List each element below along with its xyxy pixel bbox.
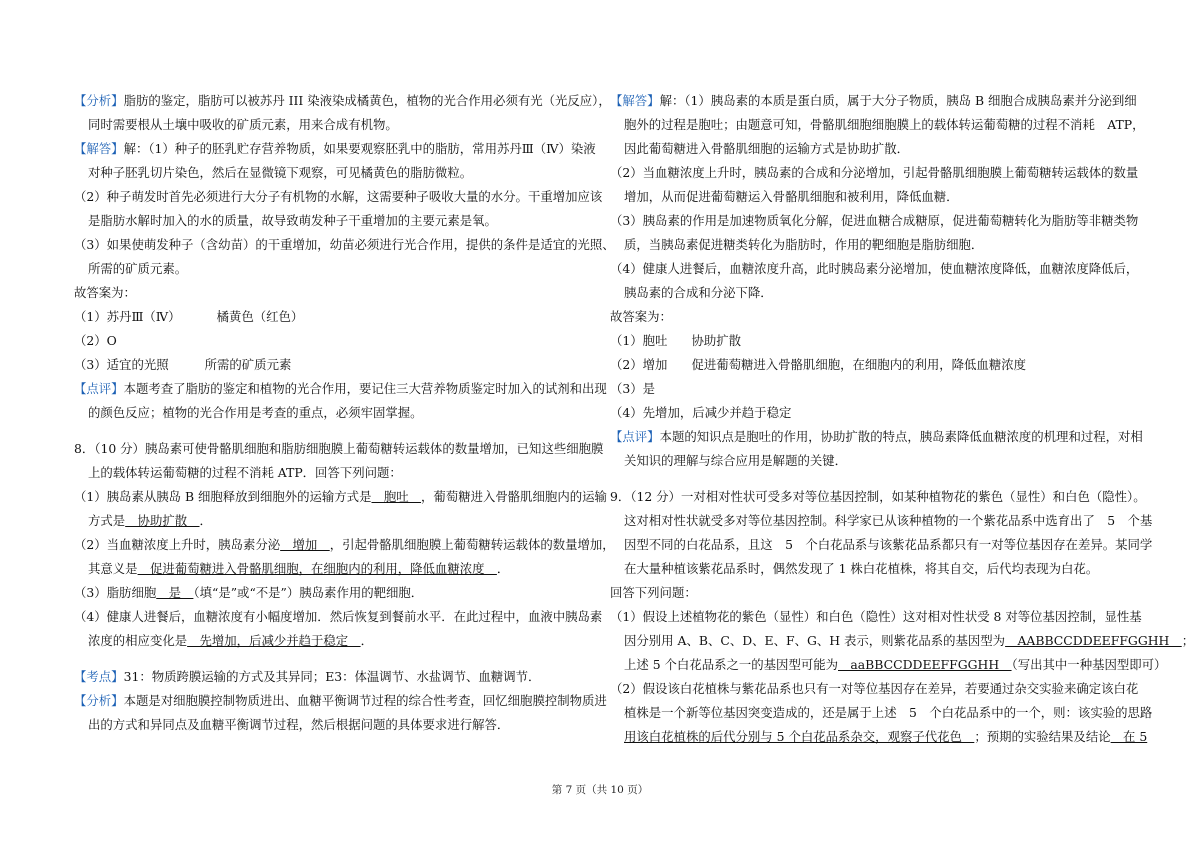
text-line: 的颜色反应；植物的光合作用是考查的重点，必须牢固掌握。	[88, 405, 423, 420]
analysis-tag: 【分析】	[74, 693, 124, 708]
answer-line: 【解答】解：（1）胰岛素的本质是蛋白质，属于大分子物质，胰岛 B 细胞合成胰岛素并分泌到细	[610, 93, 1137, 108]
text-line: （3）胰岛素的作用是加速物质氧化分解，促进血糖合成糖原，促进葡萄糖转化为脂肪等非糖类物	[610, 213, 1139, 228]
answer-row: （1）苏丹Ⅲ（Ⅳ） 橘黄色（红色）	[74, 309, 304, 324]
answer-line: 【解答】解：（1）种子的胚乳贮存营养物质，如果要观察胚乳中的脂肪，常用苏丹Ⅲ（Ⅳ）染液	[74, 141, 596, 156]
answer-tag: 【解答】	[74, 141, 124, 156]
question-8-part-2: （2）当血糖浓度上升时，胰岛素分泌 增加 ，引起骨骼肌细胞膜上葡萄糖转运载体的数量增加，	[74, 537, 615, 552]
question-8-title: 8．（10 分）胰岛素可使骨骼肌细胞和脂肪细胞膜上葡萄糖转运载体的数量增加，已知这些细胞膜	[74, 441, 604, 456]
review-line: 【点评】本题的知识点是胞吐的作用，协助扩散的特点，胰岛素降低血糖浓度的机理和过程，对相	[610, 429, 1143, 444]
text-line: 在大量种植该紫花品系时，偶然发现了 1 株白花植株，将其自交，后代均表现为白花。	[624, 561, 1099, 576]
text-line: 故答案为：	[74, 285, 136, 300]
question-8-part-3: （3）脂肪细胞 是 （填“是”或“不是”）胰岛素作用的靶细胞．	[74, 585, 424, 600]
text-line: （3）是	[610, 381, 656, 396]
text-line: 因型不同的白花品系，且这 5 个白花品系与该紫花品系都只有一对等位基因存在差异。某同学	[624, 537, 1153, 552]
text-line: （4）先增加，后减少并趋于稳定	[610, 405, 792, 420]
text-line: （3）如果使萌发种子（含幼苗）的干重增加，幼苗必须进行光合作用，提供的条件是适宜的光照、	[74, 237, 615, 252]
text-line: 其意义是 促进葡萄糖进入骨骼肌细胞，在细胞内的利用，降低血糖浓度 ．	[88, 561, 510, 576]
text-line: 因此葡萄糖进入骨骼肌细胞的运输方式是协助扩散．	[624, 141, 909, 156]
question-8-part-4: （4）健康人进餐后，血糖浓度有小幅度增加．然后恢复到餐前水平．在此过程中，血液中胰岛素	[74, 609, 603, 624]
text-line: 对种子胚乳切片染色，然后在显微镜下观察，可见橘黄色的脂肪微粒。	[88, 165, 473, 180]
right-column	[610, 89, 1195, 749]
text-line: 增加，从而促进葡萄糖运入骨骼肌细胞和被利用，降低血糖．	[624, 189, 959, 204]
question-9-part-1: （1）假设上述植物花的紫色（显性）和白色（隐性）这对相对性状受 8 对等位基因控制，显性基	[610, 609, 1142, 624]
text-line: 上的载体转运葡萄糖的过程不消耗 ATP．回答下列问题：	[88, 465, 402, 480]
text-line: 上述 5 个白花品系之一的基因型可能为 aaBBCCDDEEFFGGHH （写出其中一种基因型即可）	[624, 657, 1167, 672]
text-line: （2）当血糖浓度上升时，胰岛素的合成和分泌增加，引起骨骼肌细胞膜上葡萄糖转运载体的数量	[610, 165, 1139, 180]
text-line: 方式是 协助扩散 ．	[88, 513, 212, 528]
answer-row: （3）适宜的光照 所需的矿质元素	[74, 357, 292, 372]
text-line: 出的方式和异同点及血糖平衡调节过程，然后根据问题的具体要求进行解答．	[88, 717, 510, 732]
text-line: 胞外的过程是胞吐；由题意可知，骨骼肌细胞细胞膜上的载体转运葡萄糖的过程不消耗 ATP，	[624, 117, 1145, 132]
text-line: 回答下列问题：	[610, 585, 697, 600]
analysis-line: 【分析】脂肪的鉴定，脂肪可以被苏丹 III 染液染成橘黄色，植物的光合作用必须有光（光反应），	[74, 93, 611, 108]
text-line: 用该白花植株的后代分别与 5 个白花品系杂交，观察子代花色 ；预期的实验结果及结论 在 5	[624, 729, 1148, 744]
page-footer: 第 7 页（共 10 页）	[551, 784, 649, 796]
review-line: 【点评】本题考查了脂肪的鉴定和植物的光合作用，要记住三大营养物质鉴定时加入的试剂和出现	[74, 381, 607, 396]
text-line: 胰岛素的合成和分泌下降．	[624, 285, 773, 300]
key-points-tag: 【考点】	[74, 669, 124, 684]
text-line: 关知识的理解与综合应用是解题的关键．	[624, 453, 848, 468]
text-line: 这对相对性状就受多对等位基因控制。科学家已从该种植物的一个紫花品系中选育出了 5 个基	[624, 513, 1153, 528]
text-line: （2）种子萌发时首先必须进行大分子有机物的水解，这需要种子吸收大量的水分。干重增加应该	[74, 189, 603, 204]
answer-row: （1）胞吐 协助扩散	[610, 333, 742, 348]
text-line: 因分别用 A、B、C、D、E、F、G、H 表示，则紫花品系的基因型为 AABBCCDDEEFFGGHH ；	[624, 633, 1195, 648]
text-line: （2）O	[74, 333, 117, 348]
text-line: 所需的矿质元素。	[88, 261, 188, 276]
text-line: 质，当胰岛素促进糖类转化为脂肪时，作用的靶细胞是脂肪细胞．	[624, 237, 984, 252]
review-tag: 【点评】	[610, 429, 660, 444]
text-line: 故答案为：	[610, 309, 672, 324]
text-line: （4）健康人进餐后，血糖浓度升高，此时胰岛素分泌增加，使血糖浓度降低，血糖浓度降低后，	[610, 261, 1139, 276]
analysis-tag: 【分析】	[74, 93, 124, 108]
question-8-part-1: （1）胰岛素从胰岛 B 细胞释放到细胞外的运输方式是 胞吐 ，葡萄糖进入骨骼肌细胞内的运输	[74, 489, 607, 504]
key-points-line: 【考点】31：物质跨膜运输的方式及其异同；E3：体温调节、水盐调节、血糖调节．	[74, 669, 541, 684]
text-line: 浓度的相应变化是 先增加，后减少并趋于稳定 ．	[88, 633, 373, 648]
left-column	[74, 89, 615, 737]
text-line: 植株是一个新等位基因突变造成的，还是属于上述 5 个白花品系中的一个，则：该实验的思路	[624, 705, 1153, 720]
answer-tag: 【解答】	[610, 93, 660, 108]
question-9-title: 9．（12 分）一对相对性状可受多对等位基因控制，如某种植物花的紫色（显性）和白色（隐性）。	[610, 489, 1146, 504]
answer-row: （2）增加 促进葡萄糖进入骨骼肌细胞，在细胞内的利用，降低血糖浓度	[610, 357, 1026, 372]
question-9-part-2: （2）假设该白花植株与紫花品系也只有一对等位基因存在差异，若要通过杂交实验来确定该白花	[610, 681, 1139, 696]
text-line: 是脂肪水解时加入的水的质量，故导致萌发种子干重增加的主要元素是氧。	[88, 213, 497, 228]
analysis-line: 【分析】本题是对细胞膜控制物质进出、血糖平衡调节过程的综合性考查，回忆细胞膜控制物质进	[74, 693, 607, 708]
text-line: 同时需要根从土壤中吸收的矿质元素，用来合成有机物。	[88, 117, 398, 132]
review-tag: 【点评】	[74, 381, 124, 396]
